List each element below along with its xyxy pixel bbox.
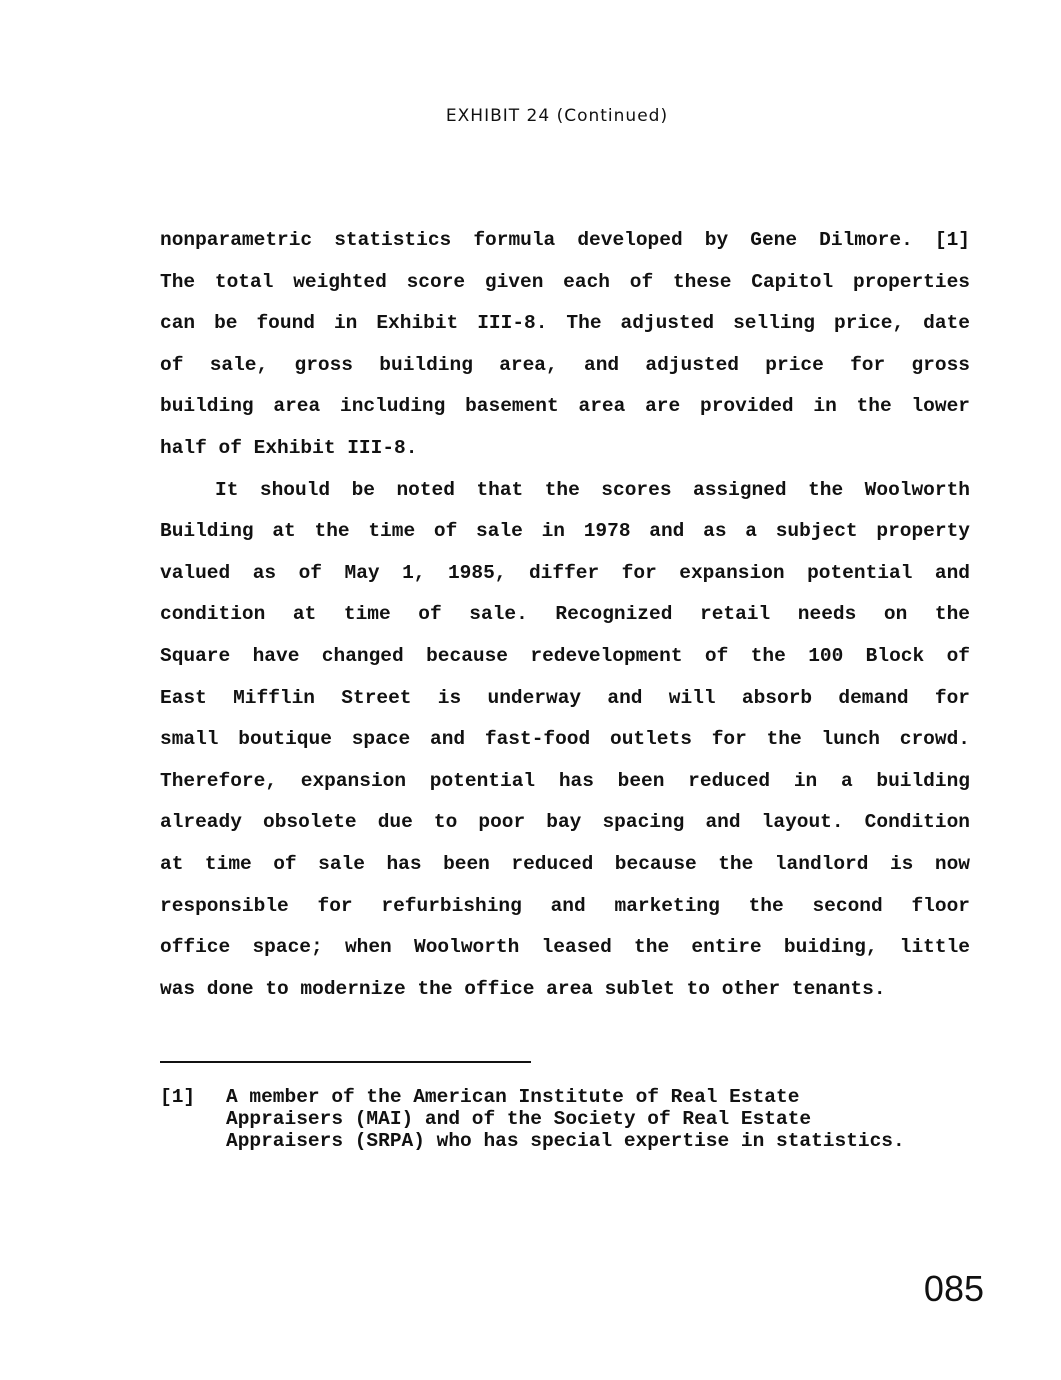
- footnote-line: Appraisers (SRPA) who has special expertise in statistics.: [226, 1130, 905, 1152]
- body-line: small boutique space and fast-food outlets for the lunch crowd.: [160, 728, 970, 751]
- footnote-line: Appraisers (MAI) and of the Society of Real Estate: [226, 1108, 812, 1130]
- body-line: nonparametric statistics formula developed by Gene Dilmore. [1]: [160, 229, 970, 251]
- footnote-line: A member of the American Institute of Real Estate: [226, 1086, 800, 1108]
- body-line: Building at the time of sale in 1978 and as a subject property: [160, 520, 970, 543]
- body-line: half of Exhibit III-8.: [160, 436, 418, 459]
- body-line: Square have changed because redevelopment of the 100 Block of: [160, 644, 970, 667]
- body-line-paragraph-start: It should be noted that the scores assigned the Woolworth: [215, 478, 970, 501]
- body-line: can be found in Exhibit III-8. The adjusted selling price, date: [160, 312, 970, 335]
- footnote-marker: [1]: [160, 1086, 196, 1108]
- body-line: The total weighted score given each of these Capitol properties: [160, 270, 970, 293]
- body-line: condition at time of sale. Recognized retail needs on the: [160, 603, 970, 626]
- page-number: 085: [923, 1268, 984, 1309]
- footnote-text: [226, 1086, 905, 1152]
- body-text: [160, 226, 970, 1016]
- exhibit-header: EXHIBIT 24 (Continued): [445, 106, 669, 126]
- body-line: at time of sale has been reduced because the landlord is now: [160, 852, 970, 875]
- body-line: East Mifflin Street is underway and will absorb demand for: [160, 686, 970, 709]
- body-line: of sale, gross building area, and adjusted price for gross: [160, 353, 970, 376]
- body-line: building area including basement area are provided in the lower: [160, 395, 970, 418]
- body-line: Therefore, expansion potential has been reduced in a building: [160, 769, 970, 792]
- body-line: was done to modernize the office area sublet to other tenants.: [160, 977, 886, 1000]
- body-line: office space; when Woolworth leased the entire buiding, little: [160, 936, 970, 959]
- footnote-divider: [160, 1061, 531, 1063]
- body-line: valued as of May 1, 1985, differ for expansion potential and: [160, 561, 970, 584]
- body-line: responsible for refurbishing and marketing the second floor: [160, 894, 970, 917]
- body-line: already obsolete due to poor bay spacing and layout. Condition: [160, 811, 970, 834]
